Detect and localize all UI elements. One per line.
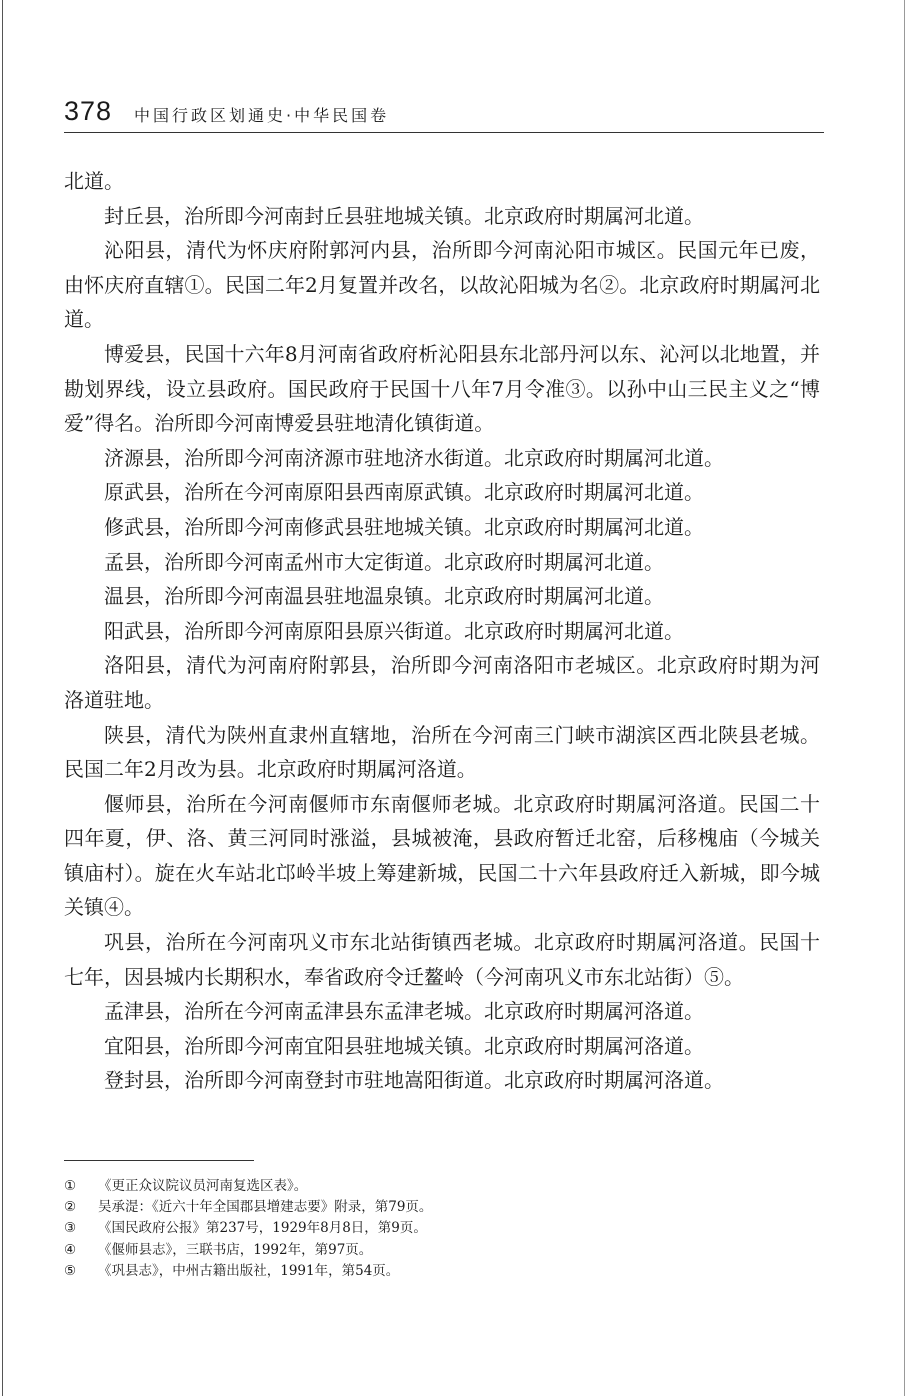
page-header (64, 96, 824, 136)
footnote-text: 吴承湜：《近六十年全国郡县增建志要》附录，第79页。 (98, 1199, 433, 1216)
page-edge-left (2, 0, 3, 1396)
footnote-mark: ⑤ (64, 1262, 77, 1279)
body-text (64, 164, 820, 1098)
paragraph: 洛阳县，清代为河南府附郭县，治所即今河南洛阳市老城区。北京政府时期为河洛道驻地。 (64, 653, 820, 712)
footnote (64, 1240, 824, 1261)
footnote-text: 《国民政府公报》第237号，1929年8月8日，第9页。 (98, 1220, 427, 1237)
running-title: 中国行政区划通史·中华民国卷 (134, 106, 390, 125)
header-rule (64, 132, 824, 133)
paragraph: 博爱县，民国十六年8月河南省政府析沁阳县东北部丹河以东、沁河以北地置，并勘划界线，设立县政府。国民政府于民国十八年7月令准③。以孙中山三民主义之“博爱”得名。治所即今河南博爱县驻地清化镇街道。 (64, 341, 820, 436)
paragraph: 济源县，治所即今河南济源市驻地济水街道。北京政府时期属河北道。 (104, 445, 724, 470)
footnote (64, 1176, 824, 1197)
footnote-mark: ④ (64, 1241, 77, 1258)
footnotes (64, 1176, 824, 1282)
paragraph: 巩县，治所在今河南巩义市东北站街镇西老城。北京政府时期属河洛道。民国十七年，因县城内长期积水，奉省政府令迁鳌岭（今河南巩义市东北站街）⑤。 (64, 930, 820, 989)
paragraph: 封丘县，治所即今河南封丘县驻地城关镇。北京政府时期属河北道。 (104, 203, 704, 228)
paragraph: 偃师县，治所在今河南偃师市东南偃师老城。北京政府时期属河洛道。民国二十四年夏，伊、洛、黄三河同时涨溢，县城被淹，县政府暂迁北窑，后移槐庙（今城关镇庙村）。旋在火车站北邙岭半坡上筹建新城，民国二十六年县政府迁入新城，即今城关镇④。 (64, 791, 820, 920)
footnote-text: 《偃师县志》，三联书店，1992年，第97页。 (98, 1241, 373, 1258)
paragraph: 阳武县，治所即今河南原阳县原兴街道。北京政府时期属河北道。 (104, 618, 684, 643)
paragraph: 北道。 (64, 169, 124, 193)
paragraph: 孟县，治所即今河南孟州市大定街道。北京政府时期属河北道。 (104, 549, 664, 574)
footnote (64, 1261, 824, 1282)
footnote-mark: ② (64, 1199, 77, 1216)
footnote (64, 1197, 824, 1218)
footnote-text: 《巩县志》，中州古籍出版社，1991年，第54页。 (98, 1262, 400, 1279)
paragraph: 温县，治所即今河南温县驻地温泉镇。北京政府时期属河北道。 (104, 584, 664, 609)
page-edge-right (904, 0, 905, 1396)
paragraph: 原武县，治所在今河南原阳县西南原武镇。北京政府时期属河北道。 (104, 480, 704, 505)
footnote-text: 《更正众议院议员河南复选区表》。 (98, 1178, 308, 1194)
footnote-mark: ① (64, 1178, 77, 1194)
footnote-rule (64, 1160, 254, 1161)
footnote-mark: ③ (64, 1220, 77, 1237)
paragraph: 登封县，治所即今河南登封市驻地嵩阳街道。北京政府时期属河洛道。 (104, 1068, 724, 1093)
page-number: 378 (64, 96, 113, 126)
paragraph: 孟津县，治所在今河南孟津县东孟津老城。北京政府时期属河洛道。 (104, 999, 704, 1024)
paragraph: 修武县，治所即今河南修武县驻地城关镇。北京政府时期属河北道。 (104, 514, 704, 539)
paragraph: 沁阳县，清代为怀庆府附郭河内县，治所即今河南沁阳市城区。民国元年已废，由怀庆府直辖①。民国二年2月复置并改名，以故沁阳城为名②。北京政府时期属河北道。 (64, 238, 820, 332)
footnote (64, 1218, 824, 1239)
paragraph: 陕县，清代为陕州直隶州直辖地，治所在今河南三门峡市湖滨区西北陕县老城。民国二年2月改为县。北京政府时期属河洛道。 (64, 722, 820, 782)
paragraph: 宜阳县，治所即今河南宜阳县驻地城关镇。北京政府时期属河洛道。 (104, 1033, 704, 1058)
